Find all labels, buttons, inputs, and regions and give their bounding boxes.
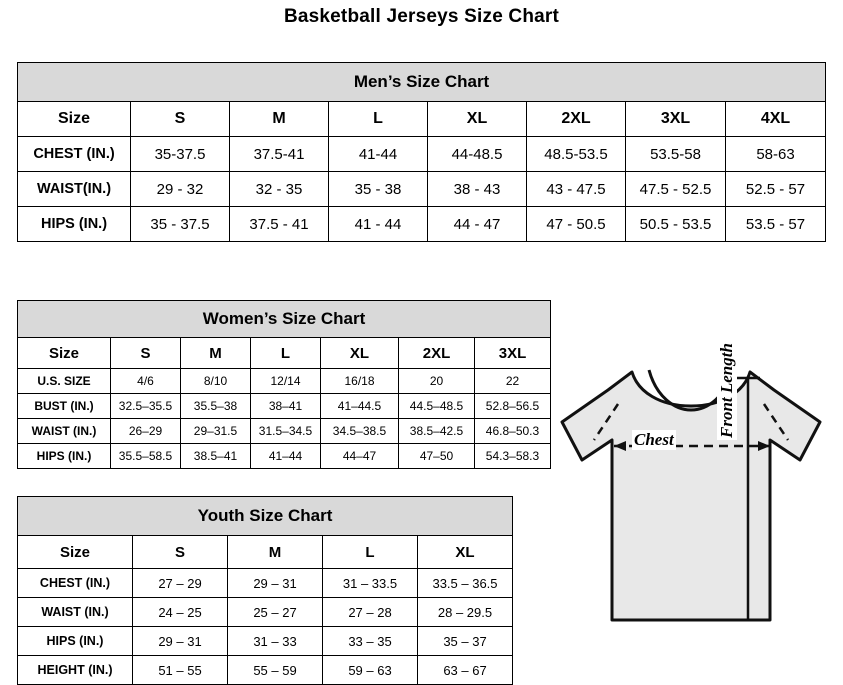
- mens-hips-s: 35 - 37.5: [131, 207, 230, 242]
- youth-row-label-hips: HIPS (IN.): [18, 627, 133, 656]
- youth-hips-xl: 35 – 37: [418, 627, 513, 656]
- mens-chest-s: 35-37.5: [131, 137, 230, 172]
- youth-waist-l: 27 – 28: [323, 598, 418, 627]
- youth-col-xl: XL: [418, 536, 513, 569]
- youth-column-header-row: [18, 536, 513, 569]
- womens-hips-m: 38.5–41: [181, 444, 251, 469]
- womens-row-label-bust: BUST (IN.): [18, 394, 111, 419]
- mens-col-l: L: [329, 102, 428, 137]
- table-row: [18, 394, 551, 419]
- mens-chest-m: 37.5-41: [230, 137, 329, 172]
- womens-col-size: Size: [18, 338, 111, 369]
- table-row: [18, 656, 513, 685]
- mens-hips-xl: 44 - 47: [428, 207, 527, 242]
- mens-waist-2xl: 43 - 47.5: [527, 172, 626, 207]
- youth-height-s: 51 – 55: [133, 656, 228, 685]
- womens-waist-3xl: 46.8–50.3: [475, 419, 551, 444]
- youth-size-chart-table: [17, 496, 513, 685]
- womens-waist-xl: 34.5–38.5: [321, 419, 399, 444]
- youth-waist-s: 24 – 25: [133, 598, 228, 627]
- youth-chest-xl: 33.5 – 36.5: [418, 569, 513, 598]
- womens-ussize-2xl: 20: [399, 369, 475, 394]
- mens-waist-l: 35 - 38: [329, 172, 428, 207]
- youth-chest-s: 27 – 29: [133, 569, 228, 598]
- womens-column-header-row: [18, 338, 551, 369]
- womens-hips-xl: 44–47: [321, 444, 399, 469]
- womens-bust-s: 32.5–35.5: [111, 394, 181, 419]
- youth-col-l: L: [323, 536, 418, 569]
- womens-ussize-3xl: 22: [475, 369, 551, 394]
- youth-hips-s: 29 – 31: [133, 627, 228, 656]
- table-row: [18, 444, 551, 469]
- mens-waist-xl: 38 - 43: [428, 172, 527, 207]
- table-row: [18, 419, 551, 444]
- womens-waist-m: 29–31.5: [181, 419, 251, 444]
- womens-waist-s: 26–29: [111, 419, 181, 444]
- mens-row-label-chest: CHEST (IN.): [18, 137, 131, 172]
- mens-waist-3xl: 47.5 - 52.5: [626, 172, 726, 207]
- mens-col-4xl: 4XL: [726, 102, 826, 137]
- youth-height-l: 59 – 63: [323, 656, 418, 685]
- mens-caption: Men’s Size Chart: [18, 63, 826, 102]
- youth-caption: Youth Size Chart: [18, 497, 513, 536]
- mens-column-header-row: [18, 102, 826, 137]
- mens-hips-4xl: 53.5 - 57: [726, 207, 826, 242]
- youth-col-m: M: [228, 536, 323, 569]
- table-row: [18, 369, 551, 394]
- womens-bust-xl: 41–44.5: [321, 394, 399, 419]
- mens-hips-l: 41 - 44: [329, 207, 428, 242]
- youth-hips-l: 33 – 35: [323, 627, 418, 656]
- mens-col-size: Size: [18, 102, 131, 137]
- womens-hips-s: 35.5–58.5: [111, 444, 181, 469]
- youth-row-label-chest: CHEST (IN.): [18, 569, 133, 598]
- youth-height-m: 55 – 59: [228, 656, 323, 685]
- womens-col-xl: XL: [321, 338, 399, 369]
- youth-row-label-waist: WAIST (IN.): [18, 598, 133, 627]
- womens-bust-l: 38–41: [251, 394, 321, 419]
- youth-col-size: Size: [18, 536, 133, 569]
- womens-size-chart-table: [17, 300, 551, 469]
- youth-caption-row: [18, 497, 513, 536]
- youth-chest-m: 29 – 31: [228, 569, 323, 598]
- youth-hips-m: 31 – 33: [228, 627, 323, 656]
- womens-bust-3xl: 52.8–56.5: [475, 394, 551, 419]
- womens-ussize-m: 8/10: [181, 369, 251, 394]
- mens-col-3xl: 3XL: [626, 102, 726, 137]
- table-row: [18, 598, 513, 627]
- womens-row-label-waist: WAIST (IN.): [18, 419, 111, 444]
- womens-col-l: L: [251, 338, 321, 369]
- womens-col-2xl: 2XL: [399, 338, 475, 369]
- womens-ussize-xl: 16/18: [321, 369, 399, 394]
- mens-chest-4xl: 58-63: [726, 137, 826, 172]
- mens-col-xl: XL: [428, 102, 527, 137]
- mens-chest-l: 41-44: [329, 137, 428, 172]
- youth-waist-xl: 28 – 29.5: [418, 598, 513, 627]
- mens-col-s: S: [131, 102, 230, 137]
- womens-caption-row: [18, 301, 551, 338]
- table-row: [18, 137, 826, 172]
- mens-hips-3xl: 50.5 - 53.5: [626, 207, 726, 242]
- mens-size-chart-table: [17, 62, 826, 242]
- womens-bust-m: 35.5–38: [181, 394, 251, 419]
- womens-row-label-ussize: U.S. SIZE: [18, 369, 111, 394]
- table-row: [18, 569, 513, 598]
- youth-height-xl: 63 – 67: [418, 656, 513, 685]
- table-row: [18, 207, 826, 242]
- jersey-measurement-diagram: [548, 348, 838, 668]
- mens-hips-m: 37.5 - 41: [230, 207, 329, 242]
- table-row: [18, 172, 826, 207]
- youth-row-label-height: HEIGHT (IN.): [18, 656, 133, 685]
- mens-caption-row: [18, 63, 826, 102]
- womens-col-m: M: [181, 338, 251, 369]
- mens-col-m: M: [230, 102, 329, 137]
- womens-ussize-s: 4/6: [111, 369, 181, 394]
- mens-row-label-hips: HIPS (IN.): [18, 207, 131, 242]
- mens-row-label-waist: WAIST(IN.): [18, 172, 131, 207]
- youth-chest-l: 31 – 33.5: [323, 569, 418, 598]
- womens-hips-2xl: 47–50: [399, 444, 475, 469]
- womens-col-3xl: 3XL: [475, 338, 551, 369]
- youth-col-s: S: [133, 536, 228, 569]
- mens-chest-2xl: 48.5-53.5: [527, 137, 626, 172]
- mens-waist-m: 32 - 35: [230, 172, 329, 207]
- mens-col-2xl: 2XL: [527, 102, 626, 137]
- womens-row-label-hips: HIPS (IN.): [18, 444, 111, 469]
- womens-hips-l: 41–44: [251, 444, 321, 469]
- womens-hips-3xl: 54.3–58.3: [475, 444, 551, 469]
- table-row: [18, 627, 513, 656]
- mens-hips-2xl: 47 - 50.5: [527, 207, 626, 242]
- womens-bust-2xl: 44.5–48.5: [399, 394, 475, 419]
- page-title: Basketball Jerseys Size Chart: [283, 6, 560, 27]
- womens-waist-2xl: 38.5–42.5: [399, 419, 475, 444]
- mens-waist-4xl: 52.5 - 57: [726, 172, 826, 207]
- mens-chest-3xl: 53.5-58: [626, 137, 726, 172]
- mens-chest-xl: 44-48.5: [428, 137, 527, 172]
- womens-caption: Women’s Size Chart: [18, 301, 551, 338]
- womens-waist-l: 31.5–34.5: [251, 419, 321, 444]
- youth-waist-m: 25 – 27: [228, 598, 323, 627]
- womens-col-s: S: [111, 338, 181, 369]
- chest-measurement-label: Chest: [634, 430, 674, 449]
- front-length-measurement-label: Front Length: [717, 343, 736, 438]
- womens-ussize-l: 12/14: [251, 369, 321, 394]
- mens-waist-s: 29 - 32: [131, 172, 230, 207]
